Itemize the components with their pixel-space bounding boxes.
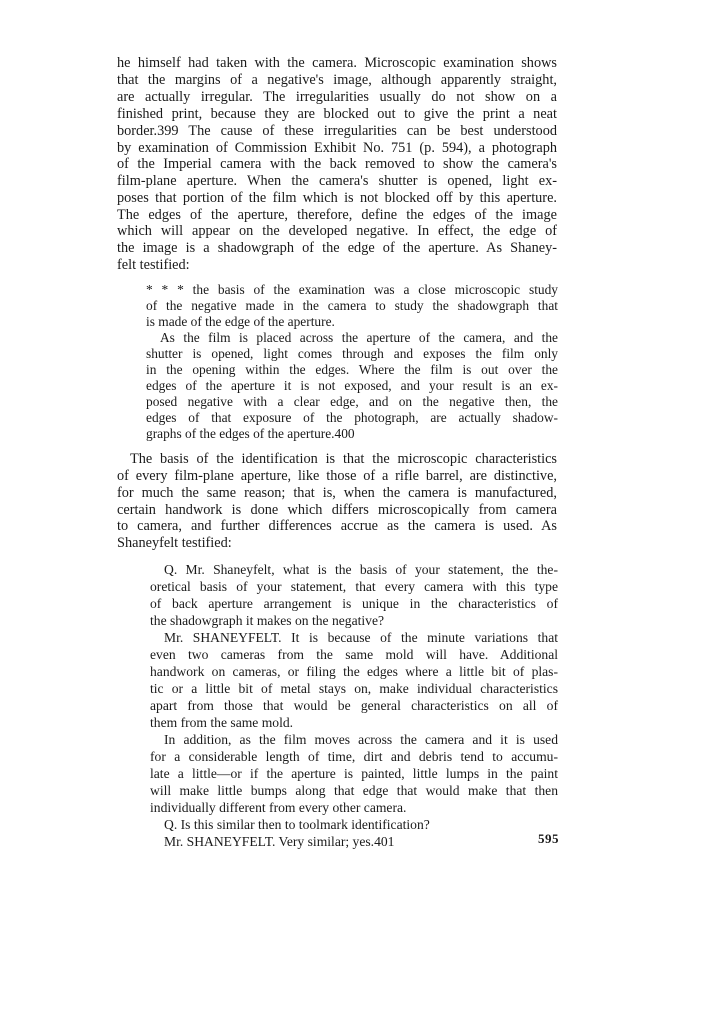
testimony-line: even two cameras from the same mold will have. Additional — [150, 647, 558, 662]
text-line: that the margins of a negative's image, although apparently straight, — [117, 72, 557, 88]
text-line: for much the same reason; that is, when the camera is manufactured, — [117, 485, 557, 501]
testimony-line: Q. Is this similar then to toolmark identification? — [164, 817, 430, 832]
quote-line: shutter is opened, light comes through and exposes the film only — [146, 346, 558, 361]
text-line: border.399 The cause of these irregularities can be best understood — [117, 123, 557, 139]
quote-line: of the negative made in the camera to study the shadowgraph that — [146, 298, 558, 313]
quote-line: is made of the edge of the aperture. — [146, 314, 335, 329]
testimony-line: the shadowgraph it makes on the negative? — [150, 613, 385, 628]
testimony-line: handwork on cameras, or filing the edges where a little bit of plas- — [150, 664, 558, 679]
page-number: 595 — [538, 831, 559, 846]
text-line: The edges of the aperture, therefore, define the edges of the image — [117, 207, 557, 223]
testimony-line: Mr. SHANEYFELT. Very similar; yes.401 — [164, 834, 395, 849]
text-line: he himself had taken with the camera. Microscopic examination shows — [117, 55, 557, 71]
testimony-line: Mr. SHANEYFELT. It is because of the minute variations that — [164, 630, 558, 645]
quote-line: graphs of the edges of the aperture.400 — [146, 426, 355, 441]
testimony-line: them from the same mold. — [150, 715, 294, 730]
text-line: finished print, because they are blocked out to give the print a neat — [117, 106, 557, 122]
text-line: are actually irregular. The irregularities usually do not show on a — [117, 89, 557, 105]
testimony-line: In addition, as the film moves across the camera and it is used — [164, 732, 558, 747]
quote-line: * * * the basis of the examination was a close microscopic study — [146, 282, 558, 297]
text-line: film-plane aperture. When the camera's shutter is opened, light ex- — [117, 173, 557, 189]
testimony-line: oretical basis of your statement, that every camera with this type — [150, 579, 558, 594]
text-line: the image is a shadowgraph of the edge of the aperture. As Shaney- — [117, 240, 557, 256]
text-line: Shaneyfelt testified: — [117, 535, 232, 551]
testimony-line: tic or a little bit of metal stays on, make individual characteristics — [150, 681, 558, 696]
quote-line: As the film is placed across the aperture of the camera, and the — [160, 330, 558, 345]
text-line: which will appear on the developed negative. In effect, the edge of — [117, 223, 557, 239]
text-line: certain handwork is done which differs microscopically from camera — [117, 502, 557, 518]
text-line: of the Imperial camera with the back removed to show the camera's — [117, 156, 557, 172]
testimony-line: Q. Mr. Shaneyfelt, what is the basis of your statement, the the- — [164, 562, 558, 577]
testimony-line: of back aperture arrangement is unique in the characteristics of — [150, 596, 558, 611]
testimony-line: for a considerable length of time, dirt and debris tend to accumu- — [150, 749, 558, 764]
text-line: of every film-plane aperture, like those of a rifle barrel, are distinctive, — [117, 468, 557, 484]
text-line: felt testified: — [117, 257, 190, 273]
quote-line: in the opening within the edges. Where the film is out over the — [146, 362, 558, 377]
text-line: by examination of Commission Exhibit No. 751 (p. 594), a photograph — [117, 140, 557, 156]
quote-line: edges of that exposure of the photograph, are actually shadow- — [146, 410, 558, 425]
testimony-line: apart from those that would be general characteristics on all of — [150, 698, 558, 713]
testimony-line: will make little bumps along that edge that would make that then — [150, 783, 558, 798]
testimony-line: individually different from every other camera. — [150, 800, 407, 815]
text-line: The basis of the identification is that the microscopic characteristics — [130, 451, 557, 467]
testimony-line: late a little—or if the aperture is painted, little lumps in the paint — [150, 766, 558, 781]
text-line: poses that portion of the film which is not blocked off by this aperture. — [117, 190, 557, 206]
quote-line: edges of the aperture it is not exposed, and your result is an ex- — [146, 378, 558, 393]
text-line: to camera, and further differences accrue as the camera is used. As — [117, 518, 557, 534]
quote-line: posed negative with a clear edge, and on the negative then, the — [146, 394, 558, 409]
